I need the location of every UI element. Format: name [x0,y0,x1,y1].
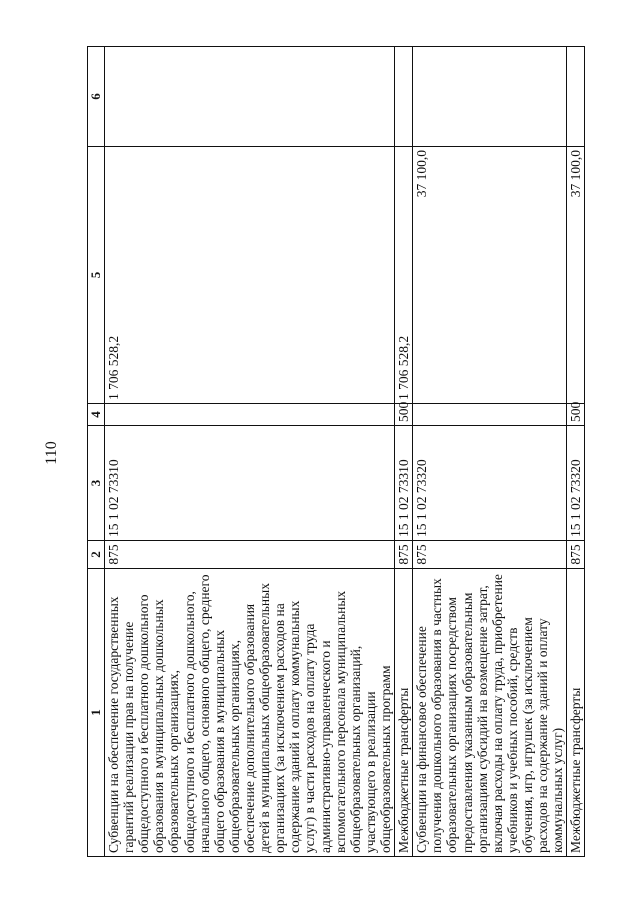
row-col6 [105,47,395,147]
row-expense-type [413,404,567,426]
row-amount: 37 100,0 [413,147,567,404]
row-expense-type [105,404,395,426]
row-name: Субвенции на обеспечение государственных гарантий реализации прав на получение общедоступного и бесплатного дошкольного образования в муниципальных дошкольных образовательных организациях, общедоступного и бесплатного дошкольного, начального общего, основного общего, среднего общего образования в муниципальных общеобразовательных организациях, обеспечение дополнительного образования детей в муниципальных общеобразовательных организациях (за исключением расходов на содержание зданий и оплату коммунальных услуг) в части расходов на оплату труда административно-управленческого и вспомогательного персонала муниципальных общеобразовательных организаций, участвующего в реализации общеобразовательных программ [105,569,395,857]
row-name: Межбюджетные трансферты [395,569,413,857]
row-target-article: 15 1 02 73310 [105,426,395,541]
table-row [567,47,585,857]
row-expense-type: 500 [395,404,413,426]
table-header-row [88,47,105,857]
column-header-1: 1 [88,569,105,857]
row-amount: 37 100,0 [567,147,585,404]
row-expense-type: 500 [567,404,585,426]
table-row [395,47,413,857]
row-amount: 1 706 528,2 [105,147,395,404]
row-col6 [395,47,413,147]
column-header-2: 2 [88,541,105,569]
row-target-article: 15 1 02 73320 [413,426,567,541]
row-target-article: 15 1 02 73310 [395,426,413,541]
table-row [105,47,395,857]
row-admin-code: 875 [395,541,413,569]
row-name: Субвенции на финансовое обеспечение получения дошкольного образования в частных образовательных организациях посредством предоставления указанным образовательным организациям субсидий на возмещение затрат, включая расходы на оплату труда, приобретение учебников и учебных пособий, средств обучения, игр, игрушек (за исключением расходов на содержание зданий и оплату коммунальных услуг) [413,569,567,857]
row-admin-code: 875 [413,541,567,569]
column-header-4: 4 [88,404,105,426]
row-name: Межбюджетные трансферты [567,569,585,857]
row-col6 [567,47,585,147]
row-admin-code: 875 [105,541,395,569]
column-header-6: 6 [88,47,105,147]
row-amount: 1 706 528,2 [395,147,413,404]
table-row [413,47,567,857]
column-header-5: 5 [88,147,105,404]
row-target-article: 15 1 02 73320 [567,426,585,541]
budget-table [87,46,585,857]
column-header-3: 3 [88,426,105,541]
budget-table-sheet [87,47,584,857]
row-col6 [413,47,567,147]
page-number: 110 [43,441,60,465]
row-admin-code: 875 [567,541,585,569]
